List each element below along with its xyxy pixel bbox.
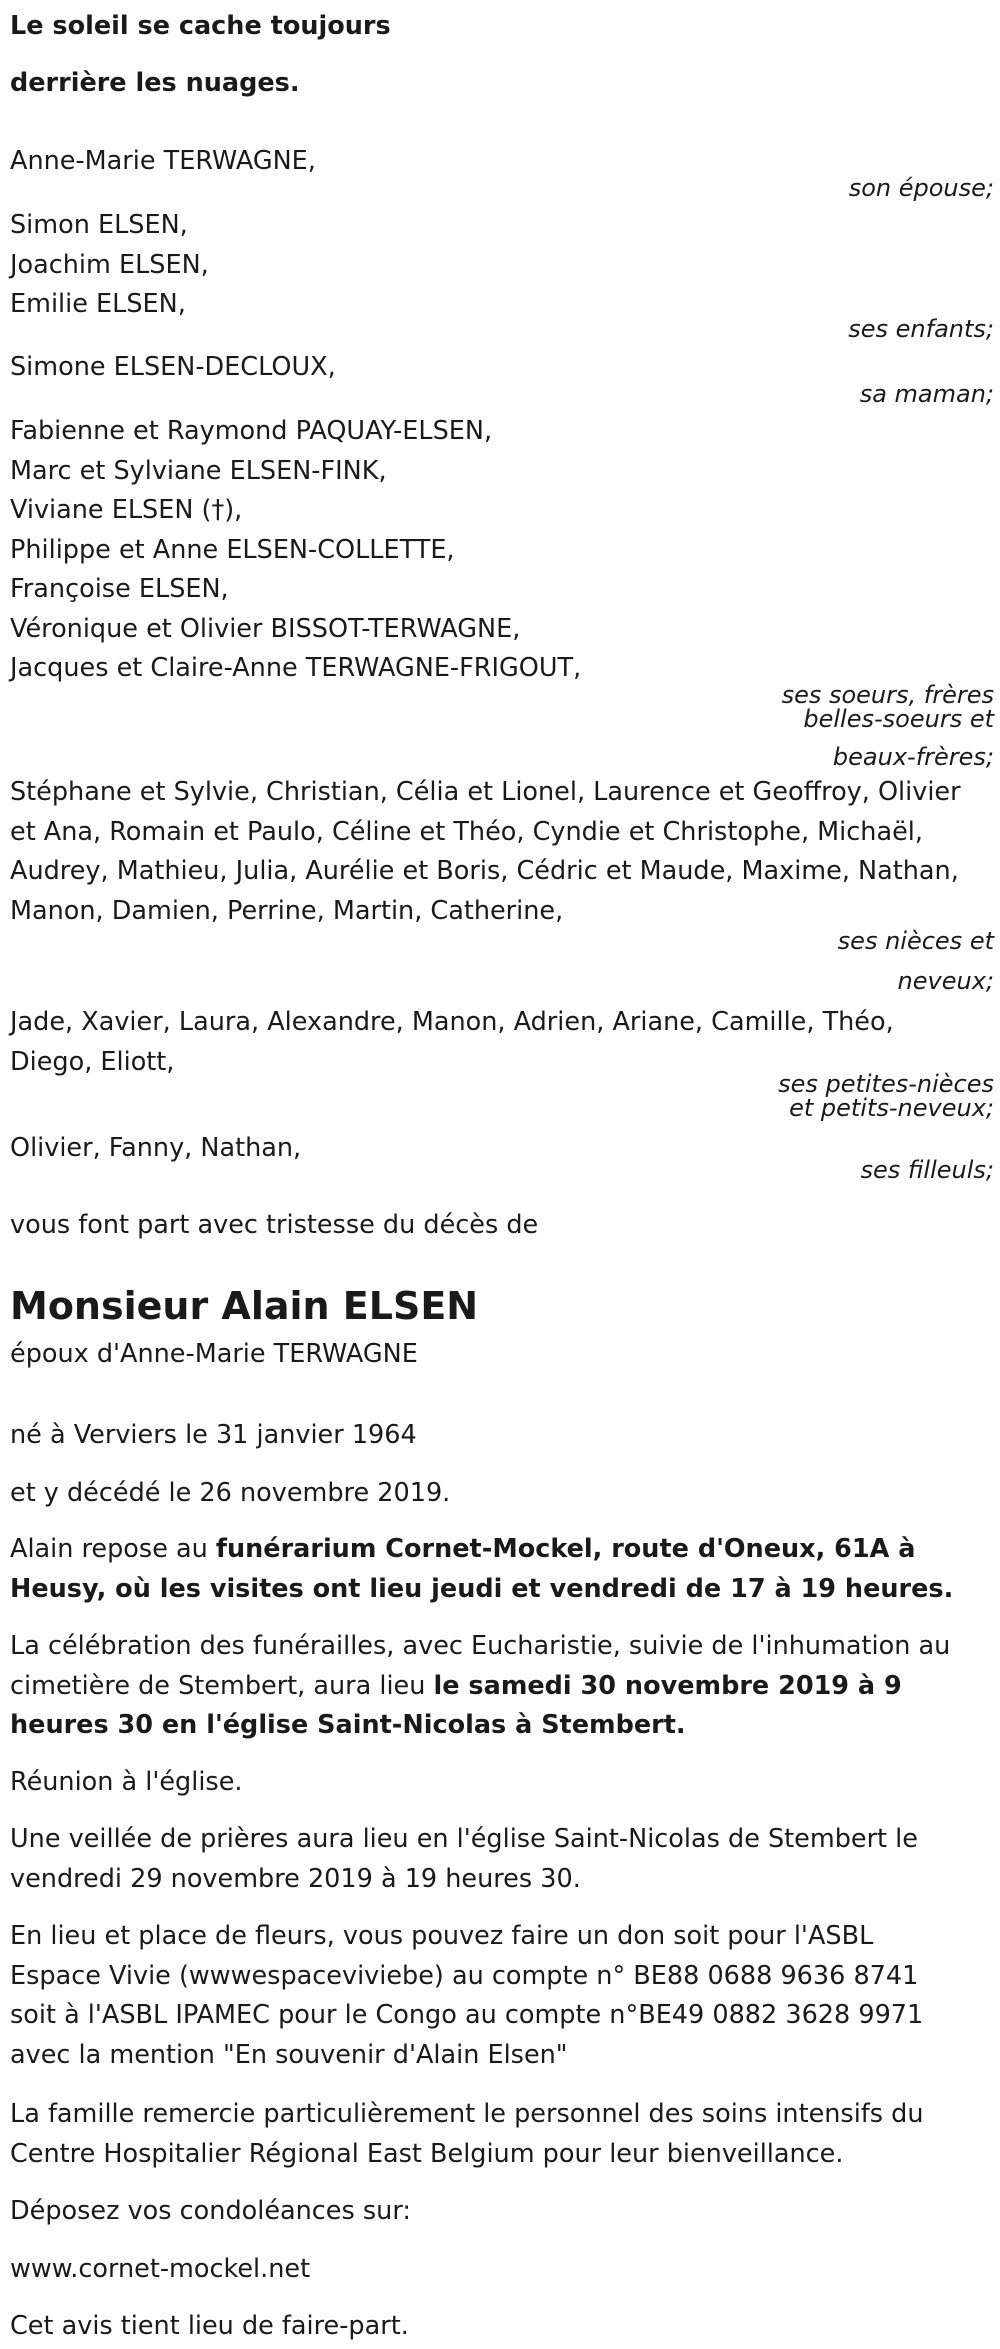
family-name-line: Simone ELSEN-DECLOUX, xyxy=(10,352,336,382)
godchildren-names xyxy=(10,1129,994,1169)
condolences-label: Déposez vos condoléances sur: xyxy=(10,2196,411,2226)
role-nephews: ses nièces et neveux; xyxy=(837,927,994,995)
role-godchildren: ses filleuls; xyxy=(860,1156,994,1184)
vigil-paragraph: Une veillée de prières aura lieu en l'église Saint-Nicolas de Stembert le vendredi 29 novembre 2019 à 19 heures 30. xyxy=(10,1824,918,1894)
family-name-line: Joachim ELSEN, xyxy=(10,249,209,280)
family-name-line: et Ana, Romain et Paulo, Céline et Théo, Cyndie et Christophe, Michaël, xyxy=(10,816,923,847)
quote-line: derrière les nuages. xyxy=(10,68,300,98)
deceased-name: Monsieur Alain ELSEN xyxy=(10,1284,479,1328)
thanks-paragraph: La famille remercie particulièrement le personnel des soins intensifs du Centre Hospitalier Régional East Belgium pour leur bienveillance. xyxy=(10,2099,924,2169)
opening-quote xyxy=(10,0,994,112)
website-url[interactable]: www.cornet-mockel.net xyxy=(10,2254,311,2284)
donation-paragraph: En lieu et place de fleurs, vous pouvez faire un don soit pour l'ASBL Espace Vivie (wwwespaceviviebe) au compte n° BE88 0688 9636 8741 soit à l'ASBL IPAMEC pour le Congo au compte n°BE49 0882 3628 9971 avec la mention "En souvenir d'Alain Elsen" xyxy=(10,1921,924,2070)
ceremony-datetime: le samedi 30 novembre 2019 à 9 heures 30 en l'église Saint-Nicolas à Stembert. xyxy=(10,1670,902,1740)
deceased-spouse-line: époux d'Anne-Marie TERWAGNE xyxy=(10,1339,418,1369)
family-name-line: Philippe et Anne ELSEN-COLLETTE, xyxy=(10,534,455,565)
role-children: ses enfants; xyxy=(848,315,994,343)
family-name-line: Stéphane et Sylvie, Christian, Célia et Lionel, Laurence et Geoffroy, Olivier xyxy=(10,777,961,807)
ceremony-paragraph: La célébration des funérailles, avec Eucharistie, suivie de l'inhumation au cimetière de Stembert, aura lieu le samedi 30 novembre 2019 à 9 heures 30 en l'église Saint-Nicolas à Stembert. xyxy=(10,1631,951,1740)
family-name-line: Véronique et Olivier BISSOT-TERWAGNE, xyxy=(10,613,521,644)
family-name-line: Jade, Xavier, Laura, Alexandre, Manon, Adrien, Ariane, Camille, Théo, xyxy=(10,1007,894,1037)
reunion-line: Réunion à l'église. xyxy=(10,1767,243,1797)
family-name-line: Fabienne et Raymond PAQUAY-ELSEN, xyxy=(10,416,493,446)
website-link[interactable] xyxy=(10,2250,994,2290)
children-names xyxy=(10,206,994,325)
repose-location: funérarium Cornet-Mockel, route d'Oneux, 61A à Heusy, où les visites ont lieu jeudi et vendredi de 17 à 19 heures. xyxy=(10,1534,954,1604)
family-name-line: Simon ELSEN, xyxy=(10,210,188,240)
birth-line: né à Verviers le 31 janvier 1964 xyxy=(10,1420,417,1450)
closing-line: Cet avis tient lieu de faire-part. xyxy=(10,2311,409,2341)
announcement: vous font part avec tristesse du décès de xyxy=(10,1210,539,1240)
role-grand-nephews: ses petites-nièces et petits-neveux; xyxy=(778,1070,994,1122)
quote-line: Le soleil se cache toujours xyxy=(10,11,391,41)
role-mother: sa maman; xyxy=(859,380,994,408)
mother-names xyxy=(10,348,994,388)
family-name-line: Jacques et Claire-Anne TERWAGNE-FRIGOUT, xyxy=(10,653,582,683)
family-name-line: Diego, Eliott, xyxy=(10,1046,175,1077)
family-name-line: Emilie ELSEN, xyxy=(10,289,186,319)
nephews-names xyxy=(10,773,994,931)
family-name-line: Françoise ELSEN, xyxy=(10,574,229,604)
death-line: et y décédé le 26 novembre 2019. xyxy=(10,1478,451,1508)
family-name-line: Manon, Damien, Perrine, Martin, Catherine, xyxy=(10,895,564,926)
family-name-line: Marc et Sylviane ELSEN-FINK, xyxy=(10,455,387,486)
role-spouse: son épouse; xyxy=(848,174,994,202)
role-siblings: ses soeurs, frères belles-soeurs et beaux-frères; xyxy=(781,681,994,771)
family-name-line: Olivier, Fanny, Nathan, xyxy=(10,1133,302,1163)
family-name-line: Viviane ELSEN (†), xyxy=(10,495,243,525)
family-name-line: Audrey, Mathieu, Julia, Aurélie et Boris, Cédric et Maude, Maxime, Nathan, xyxy=(10,856,959,886)
family-name-line: Anne-Marie TERWAGNE, xyxy=(10,146,316,176)
repose-paragraph: Alain repose au funérarium Cornet-Mockel, route d'Oneux, 61A à Heusy, où les visites ont lieu jeudi et vendredi de 17 à 19 heures. xyxy=(10,1534,954,1604)
siblings-names xyxy=(10,412,994,689)
spouse-names xyxy=(10,142,994,182)
